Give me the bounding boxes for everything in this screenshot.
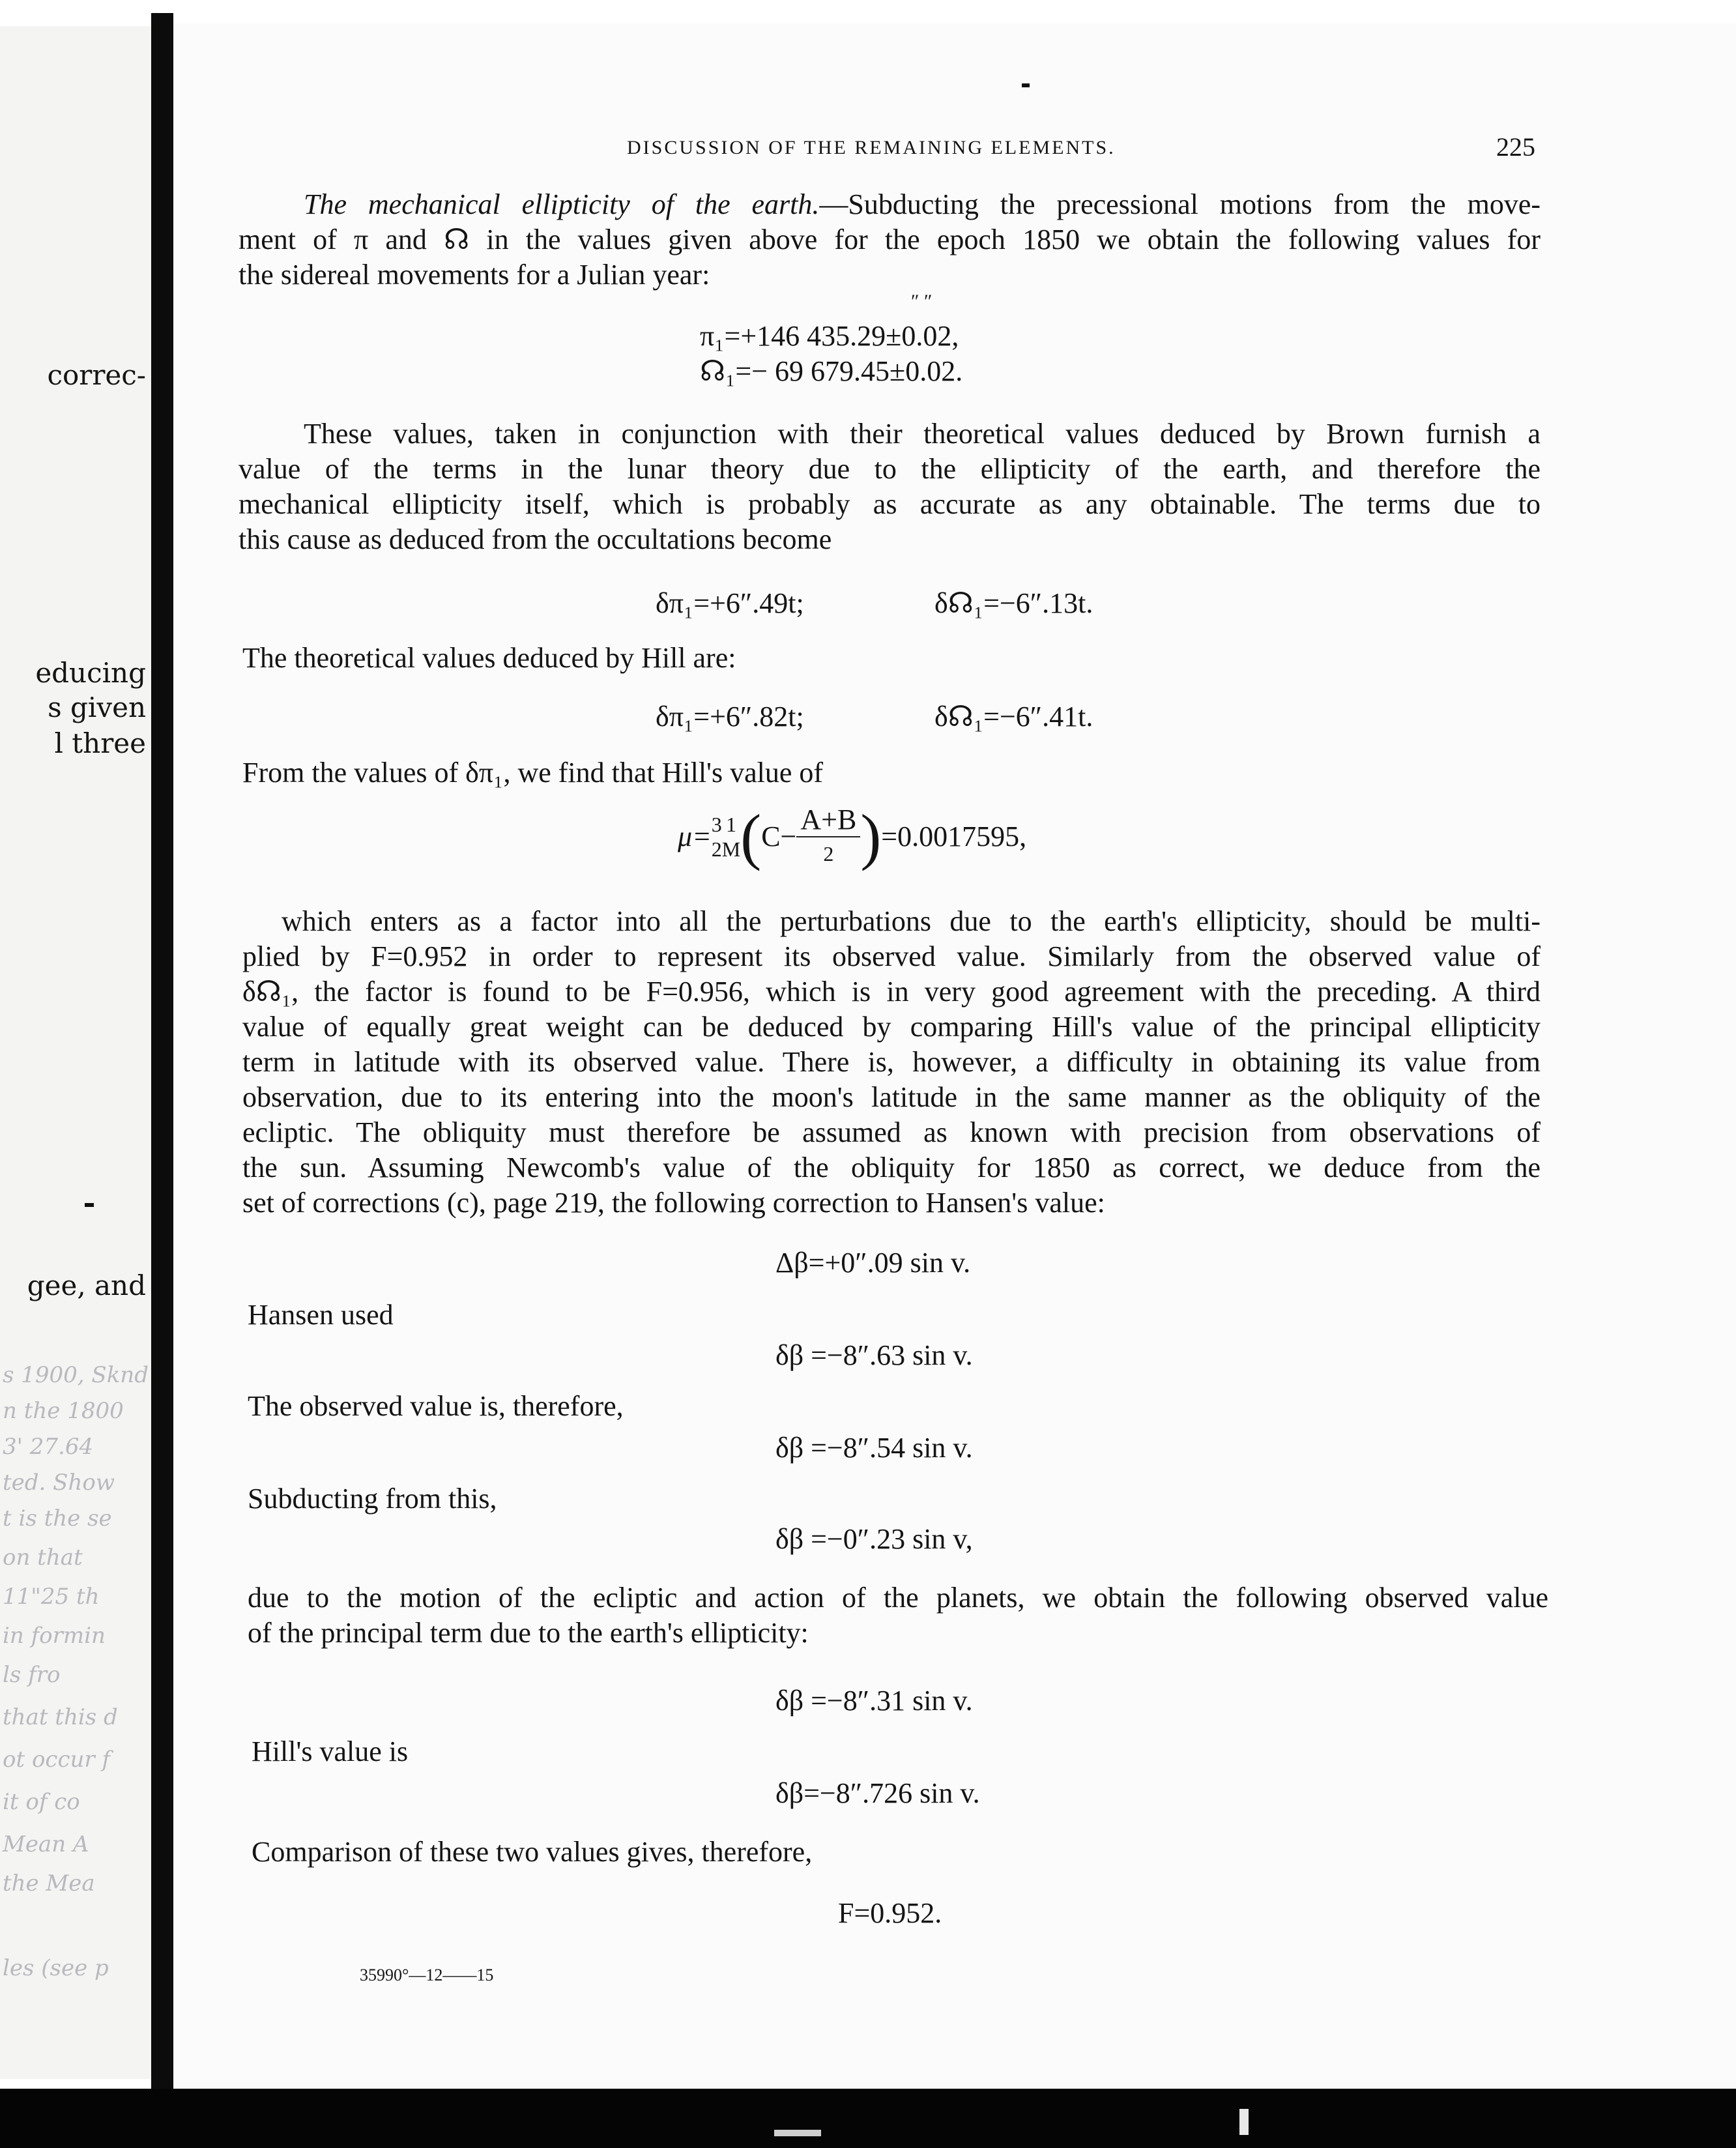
handwritten-note: ls fro bbox=[3, 1662, 61, 1688]
section-heading: The mechanical ellipticity of the earth. bbox=[304, 188, 820, 220]
running-header: DISCUSSION OF THE REMAINING ELEMENTS. bbox=[627, 137, 1116, 158]
paragraph-line: The theoretical values deduced by Hill are: bbox=[242, 642, 736, 674]
fraction-three-halves bbox=[712, 812, 722, 862]
printer-signature: 35990°—12——15 bbox=[360, 1966, 494, 1984]
paragraph-line: The observed value is, therefore, bbox=[248, 1390, 624, 1422]
book-gutter bbox=[151, 13, 173, 2089]
fraction-numerator: 3 bbox=[711, 812, 722, 836]
fraction-numerator: A+B bbox=[796, 804, 860, 837]
paragraph-line: From the values of δπ₁, we find that Hill's value of bbox=[242, 757, 824, 789]
left-fragment-2: educing bbox=[35, 657, 146, 689]
paragraph-line: value of the terms in the lunar theory due to the ellipticity of the earth, and therefore the bbox=[239, 453, 1541, 485]
left-fragment-4: l three bbox=[54, 727, 146, 759]
scan-bottom-border bbox=[0, 2089, 1736, 2148]
fraction-numerator: 1 bbox=[726, 812, 736, 836]
scan-mark bbox=[774, 2130, 821, 2136]
paragraph-line: the sun. Assuming Newcomb's value of the obliquity for 1850 as correct, we deduce from the bbox=[242, 1152, 1541, 1183]
equation-subducted-value: δβ =−0″.23 sin v, bbox=[775, 1523, 973, 1555]
scan-mark bbox=[1239, 2109, 1249, 2135]
left-fragment-3: s given bbox=[48, 691, 146, 723]
fraction-denominator: 2 bbox=[711, 837, 722, 861]
equation-node1: ☊₁=− 69 679.45±0.02. bbox=[700, 355, 963, 387]
equation-delta-beta-correction: Δβ=+0″.09 sin v. bbox=[775, 1247, 971, 1279]
paragraph-line: Hansen used bbox=[248, 1299, 394, 1331]
handwritten-note: 3' 27.64 bbox=[3, 1434, 94, 1460]
paragraph-line: plied by F=0.952 in order to represent its observed value. Similarly from the observed value of bbox=[242, 940, 1541, 972]
paragraph-line: of the principal term due to the earth's ellipticity: bbox=[248, 1617, 809, 1649]
open-paren: ( bbox=[740, 802, 762, 871]
equation-observed-value: δβ =−8″.54 sin v. bbox=[775, 1432, 973, 1464]
paragraph-line: value of equally great weight can be deduced by comparing Hill's value of the principal ellipticity bbox=[242, 1011, 1541, 1043]
paragraph-line: ment of π and ☊ in the values given above for the epoch 1850 we obtain the following values for bbox=[239, 224, 1541, 255]
equation-delta-node-hill: δ☊₁=−6″.41t. bbox=[934, 701, 1093, 733]
handwritten-note: Mean A bbox=[3, 1831, 89, 1857]
handwritten-note: in formin bbox=[3, 1623, 106, 1649]
handwritten-note: on that bbox=[3, 1545, 83, 1571]
scan-mark bbox=[85, 1203, 94, 1207]
paragraph-line: Comparison of these two values gives, therefore, bbox=[252, 1836, 813, 1868]
handwritten-note: ted. Show bbox=[3, 1470, 115, 1496]
left-fragment-5: gee, and bbox=[27, 1270, 146, 1301]
paragraph-line: term in latitude with its observed value. There is, however, a difficulty in obtaining its value from bbox=[242, 1046, 1541, 1078]
handwritten-note: 11"25 th bbox=[3, 1584, 100, 1610]
left-fragment-1: correc- bbox=[47, 359, 146, 391]
left-page-fragment bbox=[0, 26, 151, 2079]
mu-lhs: μ= bbox=[678, 820, 712, 852]
handwritten-note: t is the se bbox=[3, 1505, 112, 1531]
paragraph-text: —Subducting the precessional motions from the move- bbox=[819, 188, 1541, 220]
paragraph-line: mechanical ellipticity itself, which is probably as accurate as any obtainable. The terms due to bbox=[239, 488, 1541, 520]
seconds-marks: ″ ″ bbox=[911, 291, 933, 312]
handwritten-note: les (see p bbox=[3, 1955, 109, 1981]
equation-delta-node-observed: δ☊₁=−6″.13t. bbox=[934, 587, 1093, 619]
equation-pi1: π₁=+146 435.29±0.02, bbox=[700, 320, 959, 352]
paragraph-line: due to the motion of the ecliptic and action of the planets, we obtain the following observed value bbox=[248, 1582, 1548, 1614]
paragraph-line: Hill's value is bbox=[252, 1735, 409, 1767]
handwritten-note: ot occur f bbox=[3, 1747, 111, 1773]
paragraph-line: Subducting from this, bbox=[248, 1483, 497, 1515]
handwritten-note: the Mea bbox=[3, 1870, 95, 1896]
paragraph-line: which enters as a factor into all the perturbations due to the earth's ellipticity, should be multi- bbox=[282, 905, 1541, 937]
mu-c-term: C− bbox=[761, 820, 797, 852]
paragraph-line: this cause as deduced from the occultations become bbox=[239, 523, 832, 555]
equation-factor-f: F=0.952. bbox=[838, 1897, 942, 1929]
equation-mu bbox=[678, 800, 1026, 873]
paragraph-line: the sidereal movements for a Julian year: bbox=[239, 259, 710, 291]
equation-delta-pi-observed: δπ₁=+6″.49t; bbox=[656, 587, 804, 619]
equation-delta-pi-hill: δπ₁=+6″.82t; bbox=[656, 701, 804, 733]
page-number: 225 bbox=[1496, 132, 1535, 162]
paragraph-line bbox=[304, 186, 1541, 223]
paragraph-line: ecliptic. The obliquity must therefore be assumed as known with precision from observations of bbox=[242, 1116, 1541, 1148]
paragraph-line: These values, taken in conjunction with their theoretical values deduced by Brown furnish a bbox=[304, 418, 1541, 450]
handwritten-note: s 1900, Sknd bbox=[3, 1362, 149, 1388]
handwritten-note: that this d bbox=[3, 1704, 118, 1730]
paragraph-line: set of corrections (c), page 219, the following correction to Hansen's value: bbox=[242, 1187, 1105, 1219]
equation-hansen-value: δβ =−8″.63 sin v. bbox=[775, 1339, 973, 1371]
equation-hill-value: δβ=−8″.726 sin v. bbox=[775, 1777, 980, 1809]
fraction-denominator: M bbox=[721, 837, 741, 861]
close-paren: ) bbox=[860, 802, 882, 871]
handwritten-note: it of co bbox=[3, 1789, 80, 1815]
fraction-denominator: 2 bbox=[823, 841, 834, 865]
handwritten-note: n the 1800 bbox=[3, 1398, 124, 1424]
fraction-a-plus-b bbox=[796, 804, 860, 870]
scan-mark bbox=[1022, 83, 1030, 87]
fraction-one-over-m bbox=[722, 812, 740, 862]
mu-rhs: =0.0017595, bbox=[881, 820, 1027, 852]
paragraph-line: observation, due to its entering into the moon's latitude in the same manner as the obliquity of the bbox=[242, 1081, 1541, 1113]
paragraph-line: δ☊₁, the factor is found to be F=0.956, which is in very good agreement with the preceding. A third bbox=[242, 976, 1541, 1008]
equation-observed-principal-term: δβ =−8″.31 sin v. bbox=[775, 1685, 973, 1717]
